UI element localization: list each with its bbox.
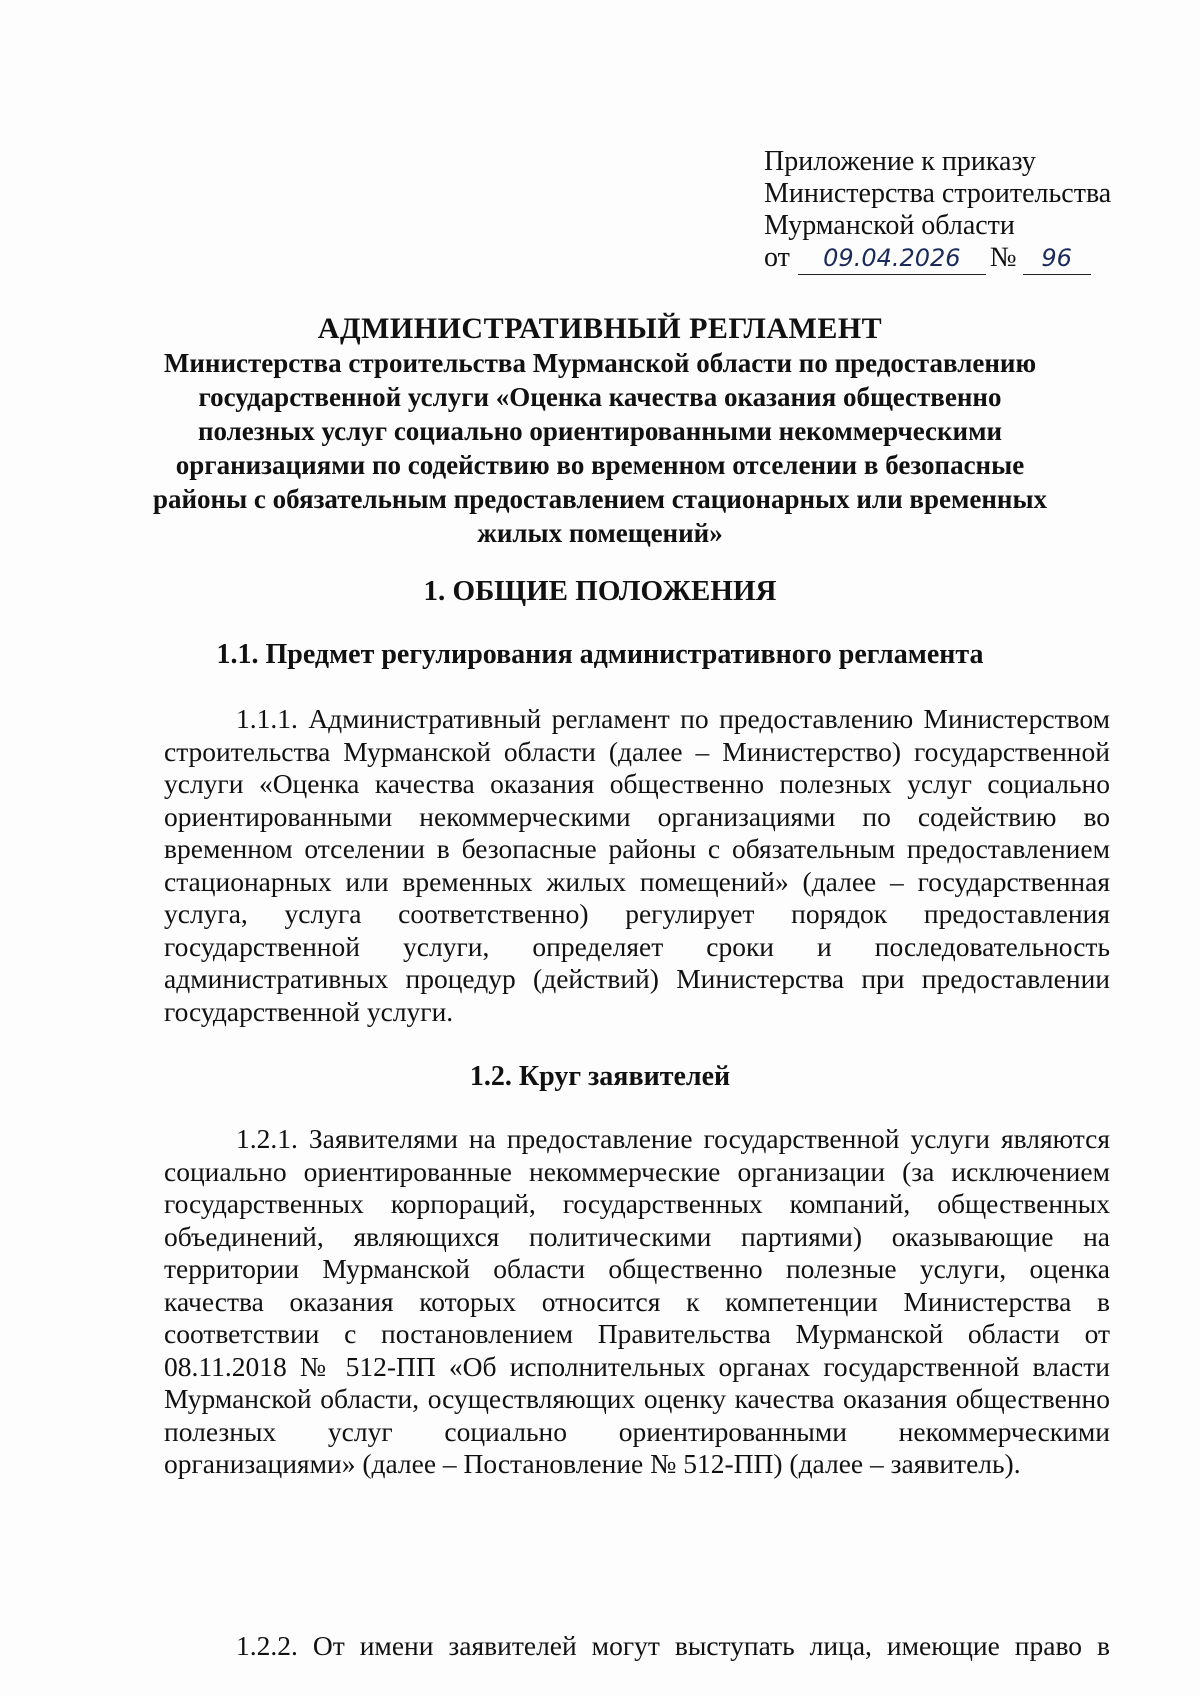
document-title	[150, 312, 1050, 550]
section-1-2-heading: 1.2. Круг заявителей	[469, 1061, 731, 1092]
paragraph-1-2-1: 1.2.1. Заявителями на предоставление государственной услуги являются социально ориентированные некоммерческие организации (за исключением государственных корпораций, государственных компаний, общественных объединений, являющихся политическими партиями) оказывающие на территории Мурманской области общественно полезные услуги, оценка качества оказания которых относится к компетенции Министерства в соответствии с постановлением Правительства Мурманской области от 08.11.2018 № 512-ПП «Об исполнительных органах государственной власти Мурманской области, осуществляющих оценку качества оказания общественно полезных услуг социально ориентированными некоммерческими организациями» (далее – Постановление № 512-ПП) (далее – заявитель).	[164, 1123, 1110, 1479]
paragraph-1-1-1: 1.1.1. Административный регламент по предоставлению Министерством строительства Мурманской области (далее – Министерство) государственной услуги «Оценка качества оказания общественно полезных услуг социально ориентированными некоммерческими организациями по содействию во временном отселении в безопасные районы с обязательным предоставлением стационарных или временных жилых помещений» (далее – государственная услуга, услуга соответственно) регулирует порядок предоставления государственной услуги, определяет сроки и последовательность административных процедур (действий) Министерства при предоставлении государственной услуги.	[164, 703, 1110, 1027]
appendix-line-1: Приложение к приказу	[764, 146, 1036, 177]
appendix-header	[764, 146, 1144, 275]
handwritten-date: 09.04.2026	[798, 242, 986, 275]
title-main: АДМИНИСТРАТИВНЫЙ РЕГЛАМЕНТ	[317, 312, 883, 345]
appendix-date-number-row	[764, 242, 1144, 275]
title-subtitle: Министерства строительства Мурманской области по предоставлению государственной услуги «Оценка качества оказания общественно полезных услуг социально ориентированными некоммерческими организациями по содействию во временном отселении в безопасные районы с обязательным предоставлением стационарных или временных жилых помещений»	[152, 348, 1048, 548]
from-label: от	[764, 242, 790, 273]
number-label: №	[989, 242, 1017, 273]
section-1-1-heading: 1.1. Предмет регулирования административного регламента	[216, 639, 984, 670]
appendix-line-3: Мурманской области	[764, 210, 1015, 241]
handwritten-number: 96	[1023, 242, 1091, 275]
paragraph-1-2-2: 1.2.2. От имени заявителей могут выступать лица, имеющие право в	[236, 1630, 1110, 1661]
section-1-heading: 1. ОБЩИЕ ПОЛОЖЕНИЯ	[423, 575, 777, 607]
appendix-line-2: Министерства строительства	[764, 178, 1112, 209]
